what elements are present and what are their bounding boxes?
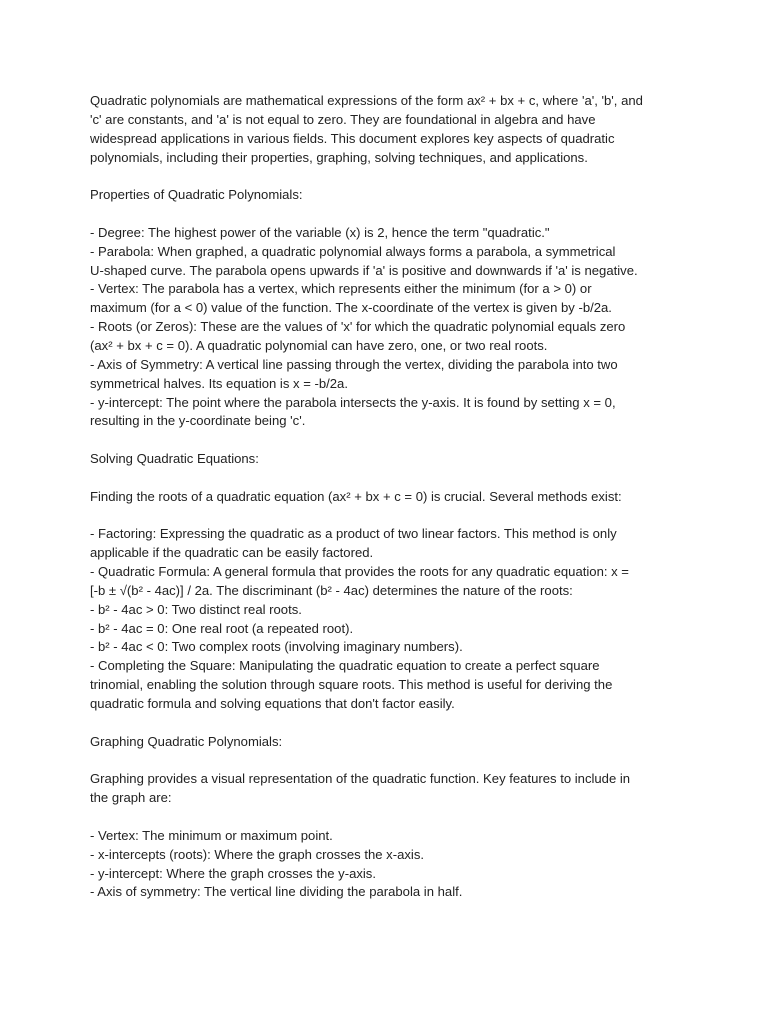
properties-line: - Vertex: The parabola has a vertex, which represents either the minimum (for a > 0) or [90, 281, 592, 297]
solving-heading: Solving Quadratic Equations: [90, 451, 259, 467]
properties-heading: Properties of Quadratic Polynomials: [90, 187, 303, 203]
intro-paragraph [90, 92, 690, 167]
properties-line: symmetrical halves. Its equation is x = -b/2a. [90, 375, 348, 391]
document-page [90, 92, 690, 902]
properties-line: U-shaped curve. The parabola opens upwards if 'a' is positive and downwards if 'a' is negative. [90, 262, 638, 278]
paragraph-gap [90, 808, 690, 827]
solving-method-line: [-b ± √(b² - 4ac)] / 2a. The discriminant (b² - 4ac) determines the nature of the roots: [90, 582, 573, 598]
graphing-feature-line: - x-intercepts (roots): Where the graph crosses the x-axis. [90, 846, 425, 862]
intro-line: 'c' are constants, and 'a' is not equal to zero. They are foundational in algebra and have [90, 111, 596, 127]
solving-methods-list [90, 525, 690, 713]
properties-line: - y-intercept: The point where the parabola intersects the y-axis. It is found by setting x = 0, [90, 394, 616, 410]
paragraph-gap [90, 431, 690, 450]
intro-line: Quadratic polynomials are mathematical expressions of the form ax² + bx + c, where 'a', 'b', and [90, 93, 643, 108]
solving-method-line: - Factoring: Expressing the quadratic as a product of two linear factors. This method is only [90, 526, 617, 542]
graphing-intro-line: Graphing provides a visual representation of the quadratic function. Key features to include in [90, 771, 631, 787]
solving-method-line: - Quadratic Formula: A general formula that provides the roots for any quadratic equation: x = [90, 564, 629, 580]
paragraph-gap [90, 469, 690, 488]
paragraph-gap [90, 205, 690, 224]
paragraph-gap [90, 752, 690, 771]
solving-intro: Finding the roots of a quadratic equation (ax² + bx + c = 0) is crucial. Several methods exist: [90, 488, 622, 504]
solving-method-line: - Completing the Square: Manipulating the quadratic equation to create a perfect square [90, 658, 600, 674]
solving-method-line: quadratic formula and solving equations that don't factor easily. [90, 696, 455, 711]
intro-line: polynomials, including their properties, graphing, solving techniques, and applications. [90, 149, 588, 165]
solving-method-line: - b² - 4ac < 0: Two complex roots (involving imaginary numbers). [90, 639, 463, 655]
properties-line: resulting in the y-coordinate being 'c'. [90, 413, 306, 429]
paragraph-gap [90, 507, 690, 526]
properties-line: - Axis of Symmetry: A vertical line passing through the vertex, dividing the parabola into two [90, 356, 618, 372]
graphing-intro-line: the graph are: [90, 790, 172, 806]
properties-line: (ax² + bx + c = 0). A quadratic polynomial can have zero, one, or two real roots. [90, 337, 548, 353]
properties-line: - Parabola: When graphed, a quadratic polynomial always forms a parabola, a symmetrical [90, 243, 616, 259]
properties-line: - Roots (or Zeros): These are the values of 'x' for which the quadratic polynomial equals zero [90, 319, 626, 335]
graphing-feature-line: - y-intercept: Where the graph crosses the y-axis. [90, 865, 376, 881]
properties-list [90, 224, 690, 431]
graphing-feature-line: - Vertex: The minimum or maximum point. [90, 827, 333, 843]
graphing-features-list [90, 827, 690, 902]
graphing-intro [90, 770, 690, 808]
paragraph-gap [90, 167, 690, 186]
intro-line: widespread applications in various fields. This document explores key aspects of quadratic [90, 130, 615, 146]
properties-line: maximum (for a < 0) value of the function. The x-coordinate of the vertex is given by -b/2a. [90, 300, 612, 316]
solving-method-line: - b² - 4ac > 0: Two distinct real roots. [90, 601, 302, 617]
graphing-heading: Graphing Quadratic Polynomials: [90, 733, 283, 749]
solving-method-line: - b² - 4ac = 0: One real root (a repeated root). [90, 620, 354, 636]
properties-line: - Degree: The highest power of the variable (x) is 2, hence the term "quadratic." [90, 224, 550, 240]
graphing-feature-line: - Axis of symmetry: The vertical line dividing the parabola in half. [90, 884, 463, 900]
paragraph-gap [90, 714, 690, 733]
solving-method-line: trinomial, enabling the solution through square roots. This method is useful for deriving the [90, 677, 613, 693]
solving-method-line: applicable if the quadratic can be easily factored. [90, 545, 374, 561]
